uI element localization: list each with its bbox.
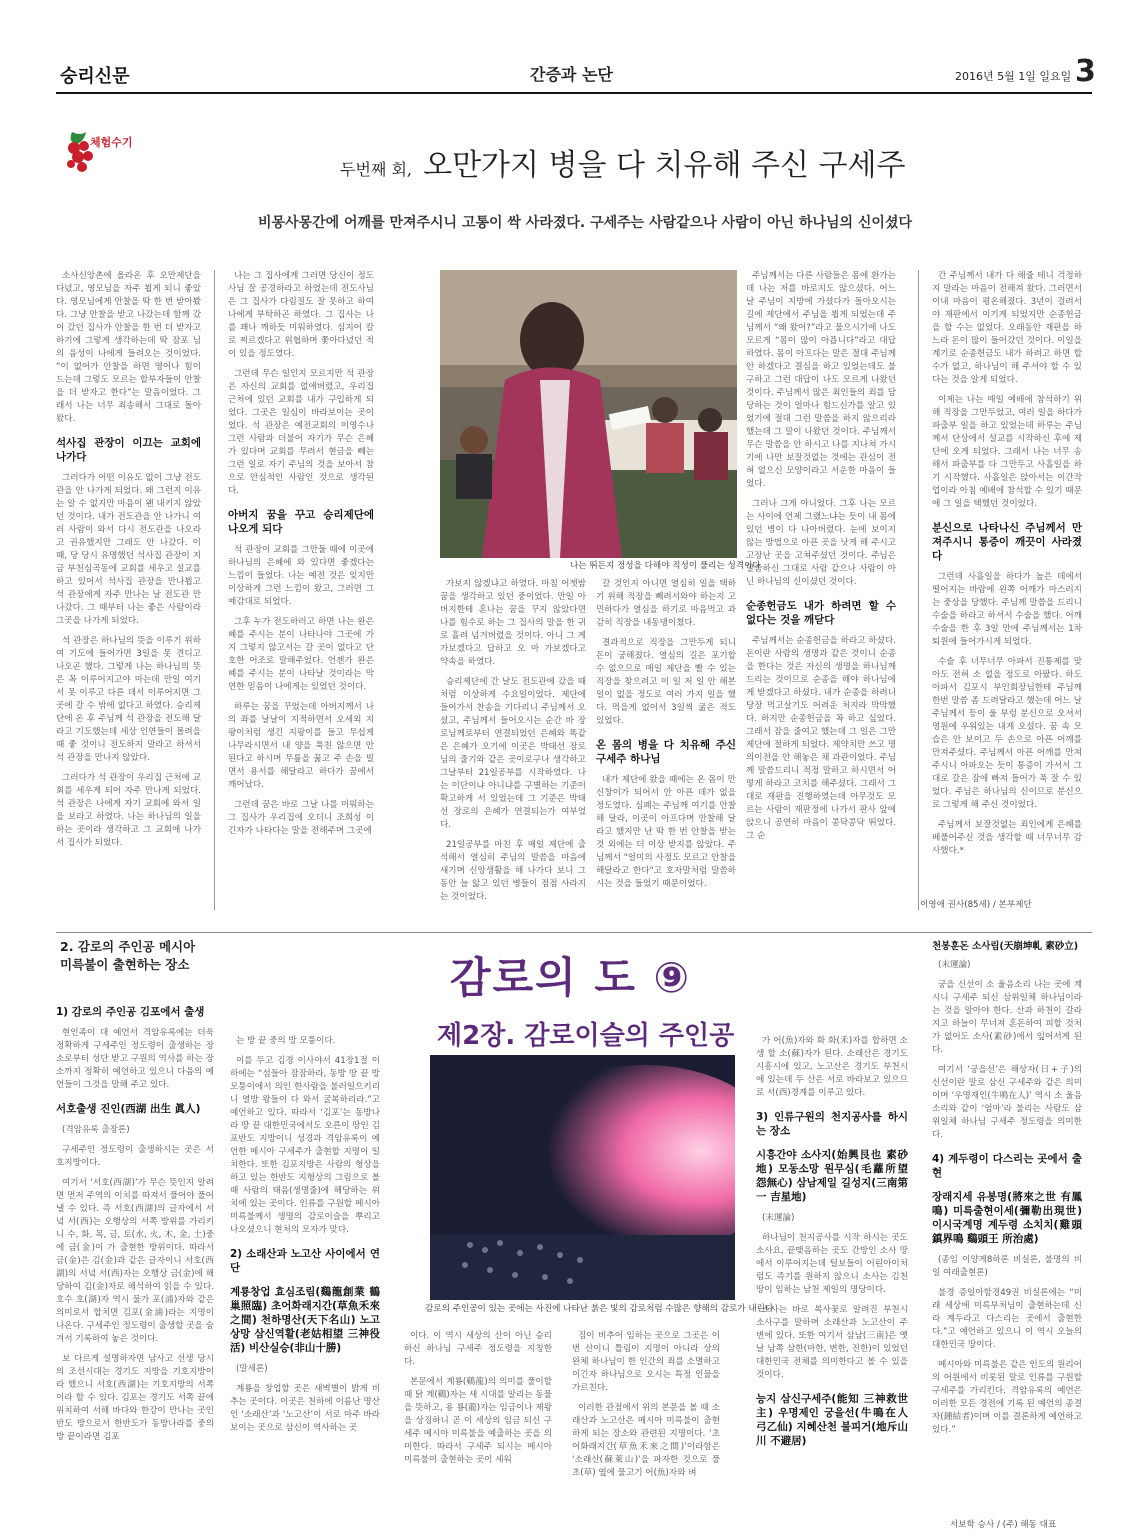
subheading: 4) 계두령이 다스리는 곳에서 출현 bbox=[932, 1153, 1082, 1179]
series-col-6 bbox=[932, 959, 1082, 1444]
paragraph: 그러다가 석 관장이 우리집 근처에 교회를 세우게 되어 자주 만나게 되었다. 석 관장은 나에게 자기 교회에 와서 일을 보라고 하였다. 나는 하나님의 일을 하는 곳이라 생각하고 그 교회에 나가서 집사가 되었다. bbox=[56, 773, 201, 848]
subheading: 분신으로 나타나신 주님께서 만져주시니 통증이 깨끗이 사라졌다 bbox=[932, 522, 1082, 562]
paragraph: 그런데 사흘일을 하다가 높은 데에서 떨어지는 바람에 왼쪽 어깨가 마스러지는 중상을 당했다. 주님께 말씀을 드리니 수술을 하라고 하셔서 수술을 했다. 어깨수술을 한 후 3일 만에 주님께서는 1차 퇴원에 들어가시게 되었다. bbox=[932, 572, 1082, 647]
feature-col-2 bbox=[228, 270, 374, 845]
paragraph: 그런데 무슨 일인지 모르지만 석 관장은 자신의 교회를 없애버렸고, 우리집 근처에 있던 교회를 내가 구입하게 되었다. 그곳은 일심이 바라보이는 곳이었다. 석 관장은 예전교회의 이영수나 그런 사람과 더불어 자기가 무슨 은혜가 있다며 교회를 무려서 현금을 빼는 그런 일로 자기 주님의 것을 보아서 참으로 안심적인 사람인 것으로 생각된다. bbox=[228, 369, 374, 496]
subheading: 서호출생 진인(西湖 出生 眞人) bbox=[56, 1103, 201, 1115]
paper-name: 숭리신문 bbox=[60, 66, 130, 87]
paragraph: 하루는 꿈을 꾸었는데 아버지께서 나의 좌를 날날이 지적하면서 오세외 지팡이처럼 생긴 지팡이를 들고 무섭게 나무라시면서 내 양을 툭친 않으면 안 된다고 하시며 무릎을 꿇고 주 손을 빌면서 용서를 해달라고 하다가 꿈에서 깨어났다. bbox=[228, 702, 374, 790]
paragraph: 석 관장이 교회를 그만둘 때에 이곳에 하나님의 은혜에 와 있다면 좋겠다는 느낌이 들었다. 나는 예전 것은 잊지만 이상하게 그런 느낌이 왔고, 그러면 그 예감대로 되었다. bbox=[228, 545, 374, 607]
series-col-4 bbox=[572, 1330, 720, 1487]
paragraph: 이제는 나는 매일 예배에 참석하기 위해 직장을 그만두었고, 여러 일을 하다가 파출부 일을 하고 있었는데 하루는 주님께서 단상에서 설교를 시작하신 후에 제단에 오게 되었다. 그래서 나는 너무 송해서 파출부를 다 그만두고 사흘일을 하기 시작했다. 사흘일은 앉아서는 이간작업이라 아침 예배에 참석할 수 있기 때문에 그 일을 택했던 것이었다. bbox=[932, 395, 1082, 509]
paragraph: 석 관장은 하나님의 뜻을 이루기 위하여 기도에 들어가면 3일을 못 견디고 나오곤 했다. 그렇게 나는 하나님의 뜻은 꼭 이루어지고야 마는데 만일 여기서 못 이루고 다른 데서 이루어지면 그곳에 갈 수 밖에 없다고 하였다. 승리제단에 온 후 주님께 석 관장을 전도해 달라고 기도했는데 세상 인연들이 몰려을 때 좋 것이니 전도하지 말라고 하셔서 석 관장을 만나지 않았다. bbox=[56, 636, 201, 763]
paragraph: 메시아와 미륵불은 같은 인도의 원리어의 어원에서 비롯된 말로 인류를 구원할 구세주를 가리킨다. 격암유록의 예언은 이러한 모든 경전에 기록 된 예언의 종결자(鍾結者)이며 이를 결론하게 예언하고 있다.” bbox=[932, 1360, 1082, 1435]
series-subtitle: 제2장. 감로이슬의 주인공 bbox=[437, 1021, 735, 1051]
paragraph: 내가 제단에 왔을 때에는 온 몸이 만신창이가 되어서 안 아픈 데가 없을 정도였다. 심폐는 주님께 여기를 안찰해 달라, 이곳이 아프다며 안찰해 달라고 했지만 난 딱 한 번 안찰을 받는 것 외에는 더 이상 받지를 않았다. 주님께서 "얼미의 사정도 모르고 안찰을 해달라고 한다"고 호자말처럼 말씀하시는 것을 들었기 때문이었다. bbox=[596, 775, 736, 889]
series-title: 감로의 도 ⑨ bbox=[450, 953, 692, 1002]
column-rule bbox=[918, 270, 919, 910]
paragraph: 21일공부를 마친 후 매일 제단에 출석해서 열심히 주님의 말씀을 마음에 새기며 신앙생활을 해 나가다 보니 그 동안 늘 앓고 있던 병들이 점점 사라지는 것이었다. bbox=[440, 840, 586, 902]
paragraph: 소사는 바로 복사꽃로 알려진 부천시 소사구를 말하며 소래산과 노고산이 주변에 있다. 또한 여기서 삼남(三南)은 옛날 남쪽 삼한(마한, 변한, 진한)이 있었던 대한민국 전체를 의미한다고 볼 수 있을 것이다. bbox=[756, 1305, 908, 1380]
series-col-5 bbox=[756, 1035, 908, 1456]
paragraph: 주님께서는 순종헌금을 하라고 하셨다. 돈이란 사람의 생명과 같은 것이니 순종을 한다는 것은 자신의 생명을 하나님께 드리는 것이므로 순종을 해야 하나님에게 받겠다고 하셨다. 내가 순종을 하려니 당장 먹고살기도 어려운 처지라 막막했다. 하지만 순종헌금을 꼭 하고 싶었다. 그래서 잠을 줄여고 했는데 그 일은 그만 제단에 절하게 되었다. 제약치만 쓰고 명의이전을 안 해놓은 채 과관이었다. 주님께 말씀드리니 적정 말하고 하시면서 어떻게 하라고 코치를 해주셨다. 그래서 그대로 재판을 진행하였는데 아무것도 모르는 사람이 재판정에 나가서 판사 앞에 앉으니 공연히 마음이 콩닥콩닥 뛰었다. 그 순 bbox=[746, 636, 896, 841]
subheading: 순종헌금도 내가 하려면 할 수 없다는 것을 깨닫다 bbox=[746, 600, 896, 626]
subheading: 1) 감로의 주인공 김포에서 출생 bbox=[56, 1006, 205, 1018]
section-title: 간증과 논단 bbox=[530, 65, 613, 84]
article-subhead: 비몽사몽간에 어깨를 만져주시니 고통이 싹 사라졌다. 구세주는 사람같으나 사람이 아닌 하나님의 신이셨다 bbox=[258, 215, 912, 231]
paragraph: 주님께서는 다른 사람들은 몸에 환가는데 나는 저를 바로지도 않으셨다. 어느 날 주님이 지방에 가셨다가 돌아오시는 길에 제단에서 주님을 뵙게 되었는데 주님께서 “왜 왔어?”라고 물으시기에 나도 모르게 “몸이 많이 아픕니다”라고 대답하였다. 몸이 아프다는 말은 절대 주님께 안 하겠다고 결심을 하고 있었는데도 불구하고 그런 대답이 나도 모르게 나왔던 것이다. 주님께서 많은 최인들의 죄를 담당하는 것이 얼마나 힘드신가를 알고 있었기에 절대 그런 말씀을 하지 않으리라 했는데 그 말이 나왔던 것이다. 주님께서 무슨 말씀을 안 하시고 나를 지나쳐 가시기에 나만 보잘것없는 것에는 관심이 전혀 없으신 모양이라고 서운한 마음이 들었다. bbox=[746, 271, 896, 489]
subheading: 온 몸의 병을 다 치유해 주신 구세주 하나님 bbox=[596, 739, 736, 765]
subheading: 3) 인류구원의 천지공사를 하시는 장소 bbox=[756, 1111, 908, 1137]
paragraph: 여기서 ‘서호(西湖)’가 무슨 뜻인지 알려면 먼저 주역의 이치를 따져서 풀어야 풀어낼 수 있다. 즉 서호(西湖)의 글자에서 서녘 서(西)는 오행상의 서쪽 방위를 가리키니 수, 화, 목, 금, 토(水, 火, 木, 金, 土)중에 금(金)이 가 출현한 방위이다. 따라서 금(金)은 김(金)과 같은 글자이니 서호(西湖)의 서녘 서(西)자는 오행상 금(金)에 해당하여 김(金)자로 해석하여 읽을 수 있다. 호수 호(湖)자 역시 물가 포(浦)자와 같은 의미로서 합치면 김포(金浦)라는 지명이 나온다. 구세주인 정도령이 출생할 곳을 숨겨서 기록하여 놓은 것이다. bbox=[56, 1178, 214, 1344]
paragraph: 구세주인 정도령이 출생하시는 곳은 서호지방이다. bbox=[56, 1145, 214, 1168]
right-column-heading: 천봉훈돈 소사림(天崩坤軋 素砂立) bbox=[932, 941, 1079, 952]
paragraph: 궁을 신선이 소 울음소리 나는 곳에 계시니 구세주 되신 삼위일체 하나님이라는 것을 알아야 한다. 산과 하천이 갈라지고 하늘이 무너져 혼돈하여 피할 것처가 없어도 소사(素砂)에서 잎어서게 된다. bbox=[932, 980, 1082, 1055]
subheading: 장래지세 유봉명(將來之世 有鳳鳴) 미륵출현이세(彌勒出現世) 이시국계명 계두령 소치치(雞頭鎮界鳴 鷄頭王 所治處) bbox=[932, 1191, 1082, 1245]
page-number: 3 bbox=[1075, 54, 1096, 89]
paragraph: 그러다가 어떤 이유도 없이 그냥 전도관을 안 나가게 되었다. 왜 그런지 이유는 알 수 없지만 마음이 왠 내키지 않았던 것이다. 내가 전도관을 안 나가니 여러 사람이 와서 다시 전도관을 나오라고 권유했지만 그래도 안 나갔다. 이 때, 당 당시 유명했던 석사집 관장이 지금 부천심곡동에 교회를 세우고 설교를 하고 있어서 석사집 관장을 만나뵙고 석 관장에게 자주 만나는 날 전도관 만 나갔다. 그 때부터 나는 좋은 사람이라 그곳을 나가게 되었다. bbox=[56, 473, 201, 626]
series-col-2 bbox=[230, 1035, 380, 1442]
paragraph: 주님께서 보잘것없는 죄인에게 은혜를 베풀어주신 것을 생각할 때 너무너무 감사했다.* bbox=[932, 820, 1082, 856]
paragraph: 승리제단에 간 날도 전도관에 갔을 때처럼 이상하게 수요일이었다. 제단에 들어가서 찬송을 기다리니 주님께서 오셨고, 주님께서 들어오시는 순간 바 장로님께로부터 연결되었던 은혜와 똑같은 은혜가 오기에 이곳은 박태선 장로님의 줄기와 같은 곳이로구나 생각하고 그날부터 21일공부를 시작하였다. 나는 이단이냐 아니냐를 구별하는 기준이 확고하게 서 있었는데 그 기준은 박태선 장로의 은혜가 연결되는가 여부였다. bbox=[440, 677, 586, 830]
testimony-label: 체험수기 bbox=[90, 136, 133, 149]
author-byline: 이영애 권사(85세) / 본부제단 bbox=[920, 900, 1032, 910]
paragraph: 여기서 ‘궁을선’은 해상자(日+子)의 신선이란 말로 삼신 구세주와 같은 의미이며 ‘우명재인(牛鳴在人)’ 역시 소 울음소리와 같이 ‘엄마’라 불리는 사람도 삼위일체 하나님 구세주 정도령을 의미한다. bbox=[932, 1065, 1082, 1140]
feature-col-5 bbox=[746, 270, 896, 850]
paragraph: 가보지 않겠냐고 하였다. 마침 어젯밤 꿈을 생각하고 있던 중이었다. 만일 아버지한테 혼나는 꿈을 꾸지 않았다면 나를 힘수로 하는 그 집사의 말을 한 귀로 흘려 넘겨버렸을 것이다. 아니 그 게 가보겠다고 답하고 오 마 가보겠다고 약속을 하였다. bbox=[440, 579, 586, 667]
paragraph: 갈 것인지 아니면 열심히 일을 택하기 위해 직장을 빼려서와야 하는지 고민하다가 열심을 하기로 마음먹고 과감히 직장을 내동댕이쳤다. bbox=[596, 579, 736, 628]
series-byline: 서보학 승사 / (주) 해동 대표 bbox=[950, 1520, 1057, 1530]
paragraph: 짐이 비추어 임하는 곳으로 그곳은 이번 산이니 틀림이 지명이 아니라 상의 완체 하나님이 한 인간의 죄를 소멸하고 이긴자 하나님으로 오시는 특정 인물을 가르친다. bbox=[572, 1331, 720, 1393]
paragraph: 계룡을 창업할 곳은 새벽별이 밝게 비추는 곳이다. 이곳은 천하에 이름난 명산인 ‘소래산’과 ‘노고산’이 서로 마주 바라보이는 곳으로 삼신이 역사하는 곳 bbox=[230, 1384, 380, 1433]
section-divider bbox=[56, 932, 1092, 933]
feature-col-3 bbox=[440, 578, 586, 911]
paragraph: 본문에서 계룡(鷄龍)의 의미를 풀이할 때 닭 계(鷄)자는 새 시대를 알리는 동물을 뜻하고, 용 룡(龍)자는 임금이나 제왕을 상징하니 곧 이 세상의 임금 되신 구세주 메시아 미륵불을 예출하는 곳을 의미한다. 따라서 구세주 되시는 메시아 미륵불이 출현하는 곳이 세워 bbox=[404, 1377, 552, 1465]
subheading: 아버지 꿈을 꾸고 승리제단에 나오게 되다 bbox=[228, 509, 374, 535]
paragraph: (末運論) bbox=[762, 1213, 795, 1223]
series-photo bbox=[430, 1055, 735, 1300]
article-headline bbox=[340, 140, 905, 184]
paragraph: 소사신앙촌에 올라온 후 오만제단을 다녔고, 영모님을 자주 뵙게 되니 좋았다. 영모님에게 안찰을 딱 한 번 받아봤다. 그냥 안찰을 받고 나갔는데 함께 갔 이 갔던 집사가 안찰을 한 번 더 받자고 하기에 그렇게 생각하는데 딱 잠포 님의 음성이 나에게 들려오는 것이었다. “이 없어가 안찰을 하면 영어나 힘이 드는데 그렇도 모르는 할부자들이 안찰을 더 받자고 한다”는 말음이었다. 그래서 나는 너무 죄송해서 그대로 돌아왔다. bbox=[56, 271, 201, 424]
series-photo-caption: 감로의 주인공이 있는 곳에는 사진에 나타난 붉은 빛의 감로처럼 수많은 향해의 감로가 내린다 bbox=[425, 1304, 774, 1314]
paragraph: 는 방 끝 중의 방 모퉁이다. bbox=[236, 1036, 336, 1046]
headline-prefix: 두번째 회, bbox=[340, 160, 412, 179]
subheading: 시흥간야 소사지(始興艮也 素砂地) 모동소망 원무심(毛蘿所望 怨無心) 삼남제일 길성지(三南第一 吉星地) bbox=[756, 1149, 908, 1203]
paragraph: (종임 이양게8하론 비실론, 불명의 비일 여래출현론) bbox=[932, 1255, 1082, 1278]
feature-col-6 bbox=[932, 270, 1082, 865]
paragraph: (말세론) bbox=[236, 1364, 268, 1374]
paragraph: 그런데 꿈은 바로 그날 나를 미워하는 그 집사가 우리집에 오더니 조희성 이 긴자가 나타다는 말을 전해주며 그곳에 bbox=[228, 800, 374, 836]
series-col-1 bbox=[56, 995, 214, 1451]
column-rule bbox=[214, 270, 215, 910]
subheading: 계룡창업 효심조림(鷄龍創業 鶴巢照臨) 초어화래지간(草魚禾來之間) 천하명산(天下名山) 노고상망 삼신역활(老姑相望 三神役活) 비산실승(非山十勝) bbox=[230, 1286, 380, 1354]
paragraph: 이러한 관점에서 위의 본문을 볼 때 소래산과 노고산은 메시아 미륵불이 출현하게 되는 장소와 관련된 지명이다. ‘초어화래지간(草魚禾來之間)’이라함은 ‘소래산(蘇萊山)’을 파자한 것으로 풀 초(草) 옆에 물고기 어(魚)자와 벼 bbox=[572, 1403, 720, 1478]
paragraph: 불경 증일아함경49권 비실론에는 “미래 세상에 미륵부처님이 출현하는데 신라 계두라고 다스리는 곳에서 출현한다.”고 예언하고 있으니 이 역시 오늘의 대한민국 땅이다. bbox=[932, 1288, 1082, 1350]
feature-col-4 bbox=[596, 578, 736, 898]
subheading: 석사집 관장이 이끄는 교회에 나가다 bbox=[56, 437, 201, 463]
series-section-heading: 2. 감로의 주인공 메시아 미륵불이 출현하는 장소 bbox=[60, 939, 196, 972]
paragraph: 간 주님께서 내가 다 해줄 테니 걱정하지 말라는 마음이 전해져 왔다. 그러면서 이내 마음이 평온해졌다. 3년이 걸려서야 재판에서 이기게 되었지만 순종헌금을 할 수는 없었다. 오래동안 재판을 하느라 돈이 많이 들어갔던 것이다. 이일을 계기로 순종헌금도 내가 하려고 하면 할 수가 없고, 하나님이 해 주셔야 할 수 있다는 것을 알게 되었다. bbox=[932, 271, 1082, 385]
paragraph: 현인족이 대 예언서 격암유록에는 더욱 정확하게 구세주인 정도령이 출생하는 장소로부터 성단 받고 구원의 역사를 하는 장소까지 정확히 예언하고 있으니 다음의 예언들이 그것을 말해 주고 있다. bbox=[56, 1028, 214, 1090]
series-col-3 bbox=[404, 1330, 552, 1474]
headline-text: 오만가지 병을 다 치유해 주신 구세주 bbox=[423, 148, 906, 183]
subheading: 2) 소래산과 노고산 사이에서 연단 bbox=[230, 1248, 380, 1274]
paragraph: 그후 누가 전도하러고 하면 나는 완은혜를 주시는 분이 나타나야 그곳에 가지 그렇지 않고서는 갈 곳이 없다고 단호한 어조로 말해주었다. 언젠가 완은혜를 주시는 분이 나타날 것이라는 막연한 믿음이 나에게는 있었던 것이다. bbox=[228, 617, 374, 692]
paragraph: 수술 후 너무너무 아파서 진통제를 맞아도 전혀 소 없을 정도로 아팠다. 하도 아파서 김포시 부인회장님한테 주님께 한번 말씀 좀 드려달라고 했는데 어느 날 주님께서 등이 울 부렁 분신으로 오셔서 영원에 우워있는 내게 오셨다. 꿈 속 모습은 안 보이고 두 손으로 아픈 어깨를 만져주셨다. 주님께서 아픈 어깨를 만져주시니 아파오는 듯이 통증이 가셔서 그대로 갈은 잠에 빠져 들어가 푹 잘 수 있었다. 주님은 하나님의 신이므로 분신으로 그렇게 해 주신 것이었다. bbox=[932, 657, 1082, 810]
paragraph: (격암유록 출장론) bbox=[62, 1125, 130, 1135]
paragraph: 이다. 이 역시 세상의 산이 아닌 승리하신 하나님 구세주 정도령을 지칭한 다. bbox=[404, 1331, 552, 1367]
article-photo bbox=[440, 270, 737, 558]
paragraph: 나는 그 집사에게 그러면 당신이 정도사님 잘 공경하라고 하였는데 전도사님은 그 집사가 다림질도 잘 못하고 하여 나에게 부탁하곤 하였다. 그 집사는 나를 꽤나 깨하듯 미워하였다. 심지어 칼로 찌르겠다고 위협하며 쫓아다녔던 적이 있을 정도였다. bbox=[228, 271, 374, 359]
issue-date: 2016년 5월 1일 일요일 bbox=[955, 70, 1072, 83]
paragraph: 보 다르게 설명하자면 남사고 선생 당시의 조선시대는 경기도 지방을 기호지방이라 했으니 서호(西湖)는 기호지방의 서쪽이라 할 수 있다. 김포는 경기도 서쪽 끝에 위치하여 서해 바다와 한강이 만나는 곳인 반도 방으로서 한반도가 동방나라를 중의 방 끝이라면 김포 bbox=[56, 1354, 214, 1442]
paragraph: (末運論) bbox=[938, 960, 971, 970]
subheading: 능지 삼신구세주(能知 三神救世主) 우명제인 궁을선(牛鳴在人 弓乙仙) 지혜산천 불피거(地斥山川 不避居) bbox=[756, 1393, 908, 1447]
photo-caption: 나는 뛰든지 정성을 다해야 직성이 풀리는 성격이다 bbox=[570, 561, 761, 571]
masthead-rule bbox=[56, 92, 1092, 94]
paragraph: 하나님이 천지공사를 시작 하시는 곳도 소사요, 끝맺음하는 곳도 간방인 소사 땅에서 이루어지는데 털보들이 어린아이처럼도 즉기를 원하지 않으니 소사는 김천 땅이 임하는 남천 제일의 명당이다. bbox=[756, 1233, 908, 1295]
paragraph: 그러나 그게 아니었다. 그후 나는 모르는 사이에 언제 그랬느냐는 듯이 내 몸에 있던 병이 다 나아버렸다. 눈에 보이지 않는 방법으로 아픈 곳을 낫게 해 주시고 고장난 곳을 고쳐주셨던 것이다. 주님은 말씀하신 그대로 사람 같으나 사람이 아닌 하나님의 신이셨던 것이다. bbox=[746, 499, 896, 587]
paragraph: 이를 두고 김경 이사야서 41장1절 이하에는 “섬들아 잠잠하라, 동방 땅 끝 방 모퉁이에서 의인 한사람을 불러일으키리니 열방 왕들이 다 와서 굴복하리라.”고 예언하고 있다. 따라서 ‘김포’는 동방나라 땅 끝 대한민국에서도 오른이 땅인 김포반도 지방이니 성경과 격암유록이 예언한 메시아 구세주가 출현할 지명이 일치한다. 또한 김포지방은 사람의 형상을 하고 있는 한반도 지형상의 그림으로 볼 때 사람의 태음(생명줄)에 해당하는 위치에 있는 곳이다. 인류를 구원할 메시아 미륵불께서 생명의 감로이슬을 뿌리고 나오셨으니 현처의 모자가 맞다. bbox=[230, 1056, 380, 1235]
feature-col-1 bbox=[56, 270, 201, 857]
paragraph: 가 어(魚)자와 화 화(禾)자를 합하면 소생 할 소(蘇)자가 된다. 소래산은 경기도 시흥시에 있고, 노고산은 경기도 부천시에 있는데 두 산은 서로 바라보고 있으므로 서(西)경계를 이루고 있다. bbox=[756, 1036, 908, 1098]
paragraph: 결과적으로 직장을 그만두게 되니 돈이 궁해졌다. 열심의 길은 포기할 수 없으므로 매일 제단을 빨 수 있는 직장을 찾으려고 이 일 저 일 안 해본 일이 없을 정도로 여러 가지 일을 했다. 먹을게 없어서 3일씩 굶은 적도 있었다. bbox=[596, 638, 736, 726]
